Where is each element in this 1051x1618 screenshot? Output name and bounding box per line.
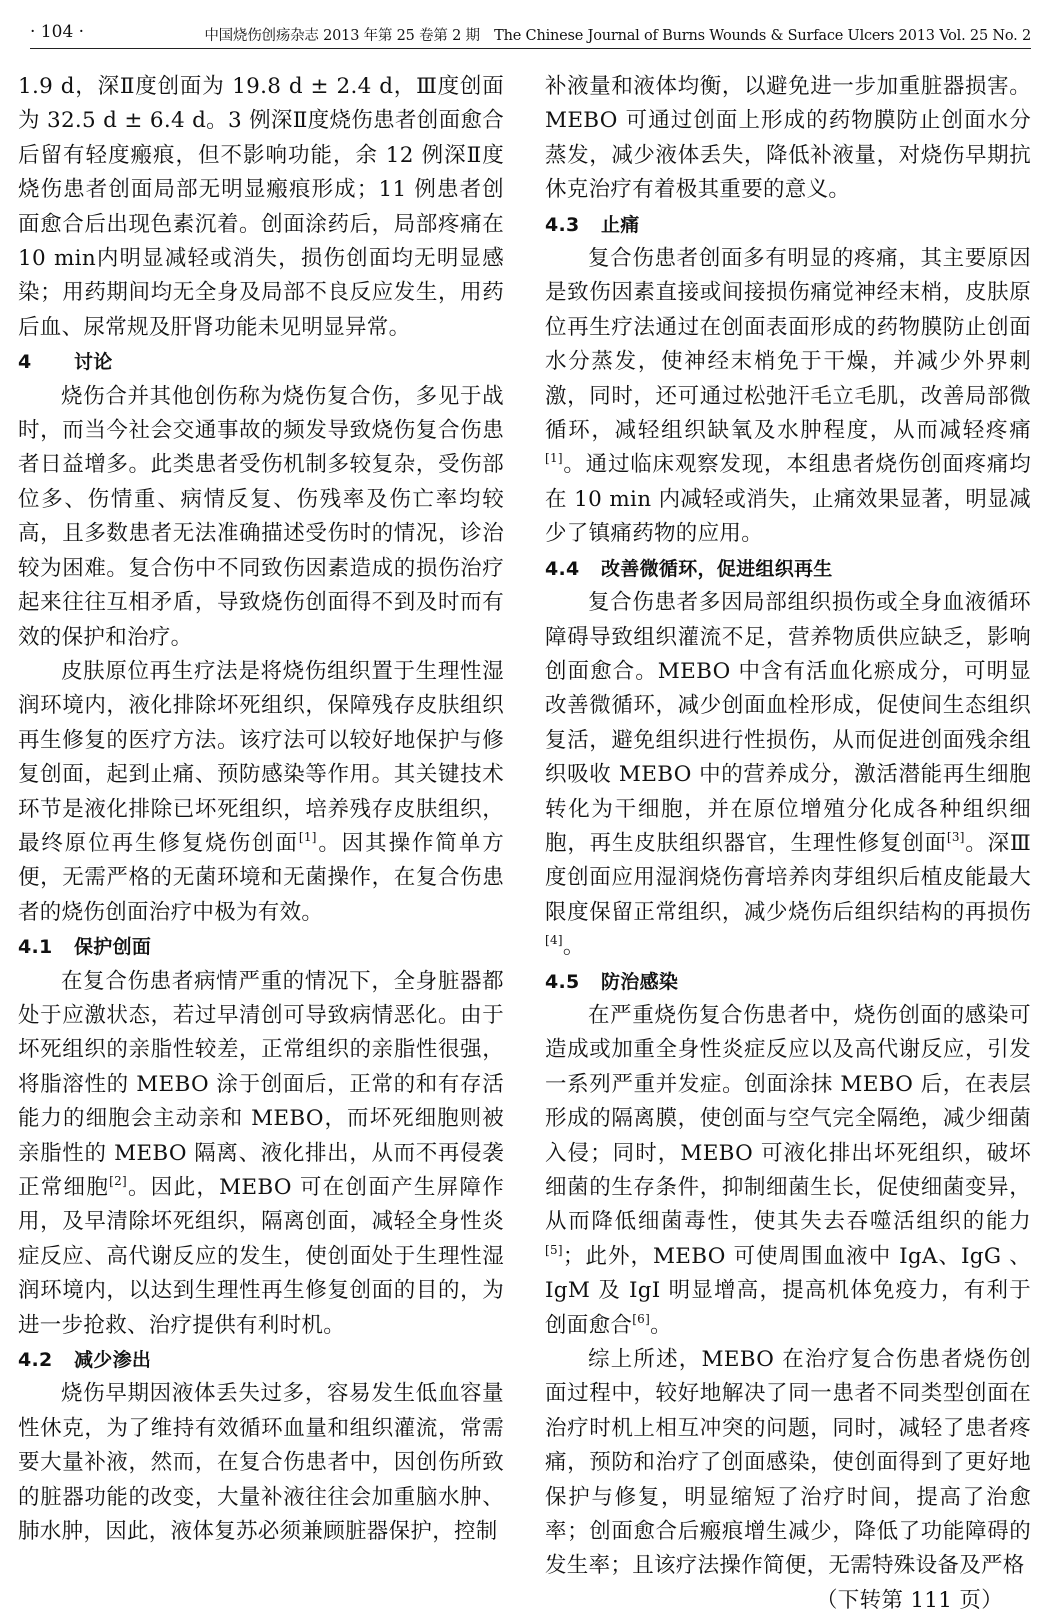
section-heading-4-3: [545, 208, 1031, 242]
section-title: 讨论: [74, 351, 113, 374]
paragraph-text: 。: [650, 1312, 672, 1338]
citation-ref: [3]: [946, 829, 965, 844]
section-number: 4.2: [18, 1349, 53, 1372]
section-title: 保护创面: [74, 936, 152, 959]
paragraph-text: 在复合伤患者病情严重的情况下，全身脏器都处于应激状态，若过早清创可导致病情恶化。由于坏死组织的亲脂性较差，正常组织的亲脂性很强，将脂溶性的 MEBO 涂于创面后，正常的和有存活能力的细胞会主动亲和 MEBO，而坏死细胞则被亲脂性的 MEBO 隔离、液化排出，从而不再侵袭正常细胞: [18, 968, 504, 1200]
paragraph: 1.9 d，深Ⅱ度创面为 19.8 d ± 2.4 d，Ⅲ度创面为 32.5 d ± 6.4 d。3 例深Ⅱ度烧伤患者创面愈合后留有轻度瘢痕，但不影响功能，余 12 例深Ⅱ度烧伤患者创面局部无明显瘢痕形成；11 例患者创面愈合后出现色素沉着。创面涂药后，局部疼痛在 10 min内明显减轻或消失，损伤创面均无明显感染；用药期间均无全身及局部不良反应发生，用药后血、尿常规及肝肾功能未见明显异常。: [18, 74, 504, 340]
paragraph: 烧伤早期因液体丢失过多，容易发生低血容量性休克，为了维持有效循环血量和组织灌流，常需要大量补液，然而，在复合伤患者中，因创伤所致的脏器功能的改变，大量补液往往会加重脑水肿、肺水肿，因此，液体复苏必须兼顾脏器保护，控制: [18, 1381, 504, 1545]
citation-ref: [1]: [298, 829, 317, 844]
citation-ref: [1]: [545, 451, 563, 466]
paragraph: 综上所述，MEBO 在治疗复合伤患者烧伤创面过程中，较好地解决了同一患者不同类型创面在治疗时机上相互冲突的问题，同时，减轻了患者疼痛，预防和治疗了创面感染，使创面得到了更好地保护与修复，明显缩短了治疗时间，提高了治愈率；创面愈合后瘢痕增生减少，降低了功能障碍的发生率；且该疗法操作简便，无需特殊设备及严格: [545, 1347, 1031, 1579]
section-heading-4-2: [18, 1343, 504, 1377]
paragraph-text: 。因其操作简单方便，无需严格的无菌环境和无菌操作，在复合伤患者的烧伤创面治疗中极为有效。: [18, 830, 504, 925]
paragraph: [545, 586, 1031, 964]
section-title: 改善微循环，促进组织再生: [601, 557, 833, 580]
citation-ref: [5]: [545, 1242, 563, 1257]
section-number: 4.1: [18, 936, 53, 959]
paragraph-text: 。: [562, 934, 585, 960]
paragraph: 补液量和液体均衡，以避免进一步加重脏器损害。MEBO 可通过创面上形成的药物膜防止创面水分蒸发，减少液体丢失，降低补液量，对烧伤早期抗休克治疗有着极其重要的意义。: [545, 74, 1031, 203]
section-heading-4: [18, 345, 504, 379]
paragraph-text: 复合伤患者多因局部组织损伤或全身血液循环障碍导致组织灌流不足，营养物质供应缺乏，影响创面愈合。MEBO 中含有活血化瘀成分，可明显改善微循环，减少创面血栓形成，促使间生态组织复活，避免组织进行性损伤，从而促进创面残余组织吸收 MEBO 中的营养成分，激活潜能再生细胞转化为干细胞，并在原位增殖分化成各种组织细胞，再生皮肤组织器官，生理性修复创面: [545, 590, 1031, 856]
continued-note: （下转第 111 页）: [815, 1587, 1003, 1613]
section-title: 防治感染: [601, 970, 679, 993]
section-heading-4-1: [18, 930, 504, 964]
paragraph-text: 。因此，MEBO 可在创面产生屏障作用，及早清除坏死组织，隔离创面，减轻全身性炎症反应、高代谢反应的发生，使创面处于生理性湿润环境内，以达到生理性再生修复创面的目的，为进一步抢救、治疗提供有利时机。: [18, 1175, 504, 1338]
paragraph: [18, 655, 504, 930]
paragraph: [545, 999, 1031, 1343]
paragraph-text: 。深Ⅲ度创面应用湿润烧伤膏培养肉芽组织后植皮能最大限度保留正常组织，减少烧伤后组织结构的再损伤: [545, 830, 1031, 925]
citation-ref: [2]: [109, 1174, 128, 1188]
paragraph-text: 。通过临床观察发现，本组患者烧伤创面疼痛均在 10 min 内减轻或消失，止痛效果显著，明显减少了镇痛药物的应用。: [545, 452, 1031, 547]
section-title: 止痛: [601, 213, 640, 236]
section-number: 4.5: [545, 970, 580, 993]
section-number: 4.4: [545, 557, 580, 580]
paragraph: [545, 242, 1031, 552]
section-number: 4.3: [545, 213, 580, 236]
paragraph: 烧伤合并其他创伤称为烧伤复合伤，多见于战时，而当今社会交通事故的频发导致烧伤复合伤患者日益增多。此类患者受伤机制多较复杂，受伤部位多、伤情重、病情反复、伤残率及伤亡率均较高，且多数患者无法准确描述受伤时的情况，诊治较为困难。复合伤中不同致伤因素造成的损伤治疗起来往往互相矛盾，导致烧伤创面得不到及时而有效的保护和治疗。: [18, 383, 504, 650]
paragraph-text: ；此外，MEBO 可使周围血液中 IgA、IgG 、IgM 及 IgI 明显增高，提高机体免疫力，有利于创面愈合: [545, 1243, 1031, 1338]
section-heading-4-4: [545, 552, 1031, 586]
left-column: [18, 70, 504, 1549]
journal-citation: 中国烧伤创疡杂志 2013 年第 25 卷第 2 期 The Chinese Journal of Burns Wounds & Surface Ulcers 2013 Vol. 25 No. 2: [204, 28, 1031, 44]
citation-ref: [6]: [632, 1311, 651, 1326]
page-number: · 104 ·: [30, 22, 85, 42]
running-header: [30, 18, 1031, 49]
section-title: 减少渗出: [74, 1349, 152, 1372]
paragraph-text: 在严重烧伤复合伤患者中，烧伤创面的感染可造成或加重全身性炎症反应以及高代谢反应，引发一系列严重并发症。创面涂抹 MEBO 后，在表层形成的隔离膜，使创面与空气完全隔绝，减少细菌入侵；同时，MEBO 可液化排出坏死组织，破坏细菌的生存条件，抑制细菌生长，促使细菌变异，从而降低细菌毒性，使其失去吞噬活组织的能力: [545, 1002, 1031, 1235]
right-column: [545, 70, 1031, 1618]
citation-ref: [4]: [545, 933, 563, 948]
paragraph-text: 皮肤原位再生疗法是将烧伤组织置于生理性湿润环境内，液化排除坏死组织，保障残存皮肤组织再生修复的医疗方法。该疗法可以较好地保护与修复创面，起到止痛、预防感染等作用。其关键技术环节是液化排除已坏死组织，培养残存皮肤组织，最终原位再生修复烧伤创面: [18, 658, 504, 856]
section-heading-4-5: [545, 965, 1031, 999]
paragraph-text: 复合伤患者创面多有明显的疼痛，其主要原因是致伤因素直接或间接损伤痛觉神经末梢，皮肤原位再生疗法通过在创面表面形成的药物膜防止创面水分蒸发，使神经末梢免于干燥，并减少外界刺激，同时，还可通过松弛汗毛立毛肌，改善局部微循环，减轻组织缺氧及水肿程度，从而减轻疼痛: [545, 246, 1031, 444]
paragraph: [18, 965, 504, 1343]
section-number: 4: [18, 351, 32, 374]
